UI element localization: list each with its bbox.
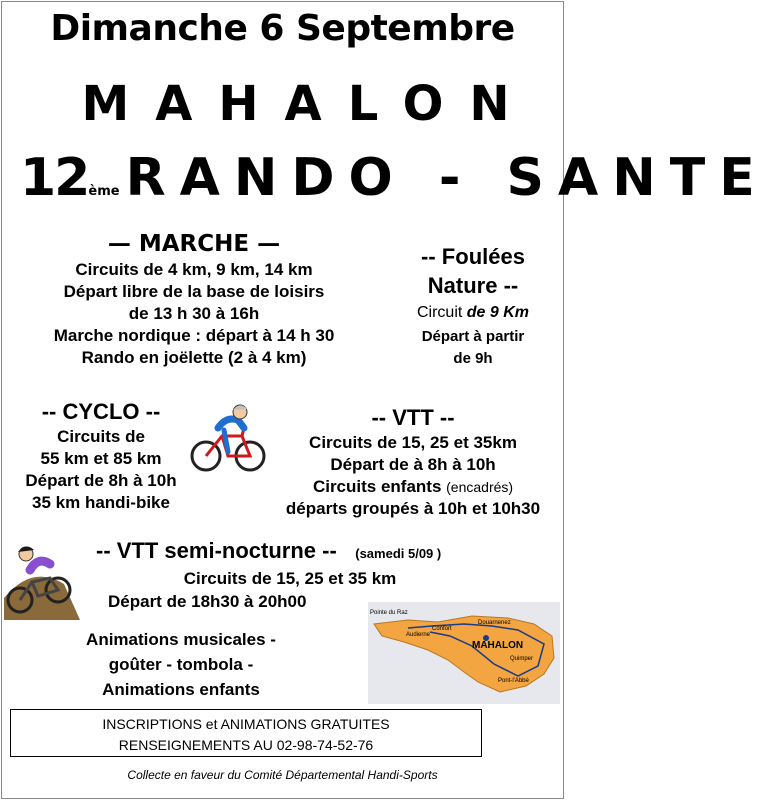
marche-line: de 13 h 30 à 16h [128, 304, 260, 323]
marche-line: Départ libre de la base de loisirs [63, 282, 325, 301]
edition-suffix: ème [88, 184, 120, 199]
vtt-nocturne-date: (samedi 5/09 ) [355, 546, 442, 561]
footer-note: Collecte en faveur du Comité Départemental Handi-Sports [127, 768, 438, 782]
marche-line: Circuits de 4 km, 9 km, 14 km [75, 260, 313, 279]
vtt-nocturne-line-1: Circuits de 15, 25 et 35 km [183, 569, 397, 588]
cyclo-title: -- CYCLO -- [41, 399, 161, 424]
cyclo-section [6, 398, 196, 514]
road-cyclist-illustration [188, 398, 268, 474]
cyclo-line: Départ de 8h à 10h [25, 471, 177, 490]
animations-line: Animations musicales - [86, 630, 276, 649]
vtt-line-1: Circuits de 15, 25 et 35km [309, 433, 517, 452]
animations-line: goûter - tombola - [108, 655, 254, 674]
location-map [368, 602, 560, 704]
map-label-mahalon: MAHALON [472, 640, 524, 651]
vtt-nocturne-title: -- VTT semi-nocturne -- [96, 538, 337, 563]
foulees-title-2: Nature -- [427, 273, 519, 298]
foulees-circuit-prefix: Circuit [416, 304, 467, 321]
cyclo-line: 35 km handi-bike [32, 493, 170, 512]
vtt-nocturne-header [96, 537, 536, 565]
vtt-section [268, 404, 558, 520]
foulees-depart-1: Départ à partir [421, 328, 525, 345]
map-label: Pont-l'Abbé [498, 678, 529, 684]
vtt-line-3-note: (encadrés) [446, 479, 514, 495]
animations-line: Animations enfants [102, 680, 260, 699]
foulees-section [388, 242, 558, 370]
event-title [20, 148, 769, 208]
foulees-circuit [388, 302, 558, 324]
foulees-title-1: -- Foulées [421, 244, 525, 269]
cyclo-line: 55 km et 85 km [40, 449, 162, 468]
map-label: Audierne [406, 632, 431, 638]
foulees-circuit-value: de 9 Km [466, 304, 530, 321]
vtt-line-3 [268, 476, 558, 498]
vtt-title: -- VTT -- [371, 405, 455, 430]
foulees-depart-2: de 9h [453, 350, 493, 367]
vtt-line-3-main: Circuits enfants [312, 477, 447, 496]
info-box [10, 709, 482, 757]
info-line-2: RENSEIGNEMENTS AU 02-98-74-52-76 [118, 737, 374, 753]
map-label: Pointe du Raz [370, 610, 408, 616]
edition-number: 12 [20, 148, 89, 208]
animations-section [40, 627, 322, 702]
vtt-line-4: départs groupés à 10h et 10h30 [285, 499, 541, 518]
event-date: Dimanche 6 Septembre [50, 8, 515, 49]
info-line-1: INSCRIPTIONS et ANIMATIONS GRATUITES [102, 716, 390, 732]
event-name: RANDO - SANTE [125, 148, 769, 208]
vtt-line-2: Départ de à 8h à 10h [330, 455, 496, 474]
map-label: Confort [432, 626, 452, 632]
marche-title: — MARCHE — [107, 231, 281, 257]
town-name: MAHALON [81, 76, 536, 132]
marche-line: Rando en joëlette (2 à 4 km) [81, 348, 307, 367]
vtt-nocturne-line-2: Départ de 18h30 à 20h00 [108, 592, 307, 611]
map-label: Quimper [510, 656, 534, 662]
cyclo-line: Circuits de [57, 427, 145, 446]
map-label: Douarnenez [478, 620, 511, 626]
mountain-biker-illustration [2, 534, 82, 620]
marche-line: Marche nordique : départ à 14 h 30 [53, 326, 335, 345]
marche-section [8, 229, 380, 369]
